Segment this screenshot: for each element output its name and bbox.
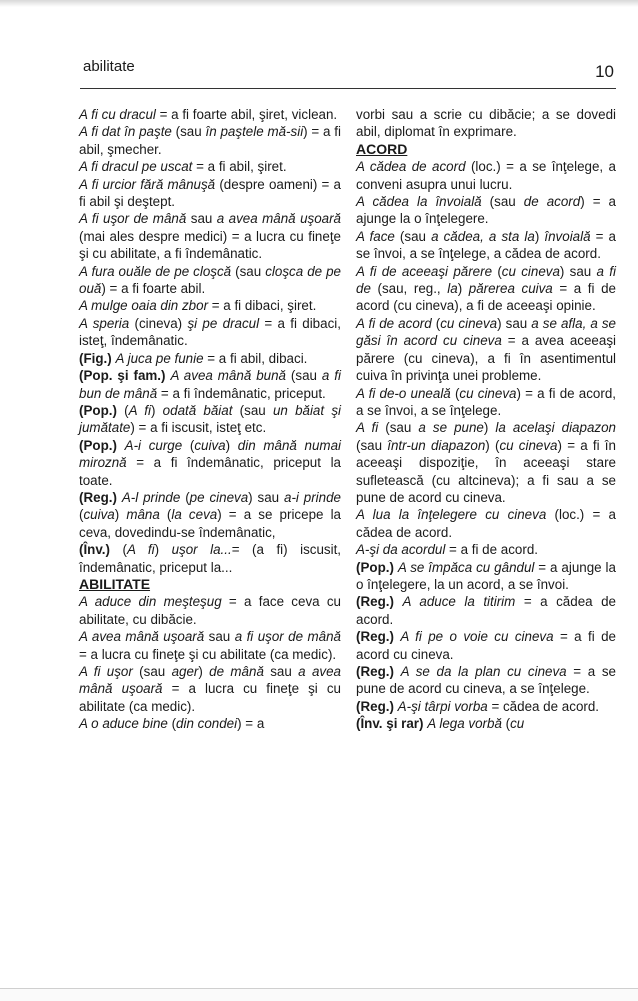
register-label: (Pop.) — [79, 437, 117, 453]
expression-text: A mulge oaia din zbor — [79, 298, 209, 314]
section-heading: ABILITATE — [79, 575, 151, 592]
expression-text: din condei — [176, 716, 238, 732]
expression-text: A aduce din meşteşug — [79, 594, 222, 610]
header-rule — [80, 88, 616, 89]
expression-text: cu cineva — [499, 437, 558, 453]
definition-text: ( — [492, 263, 502, 279]
expression-text: A se împăca cu gândul — [397, 559, 535, 575]
dictionary-entry — [356, 385, 616, 420]
definition-text: sau — [263, 664, 299, 679]
register-label: (Pop.) — [79, 402, 117, 418]
definition-text: ) = a fi de acord, a se învoi, a se înţelege. — [356, 385, 617, 418]
definition-text: (despre oameni) = a fi abil şi deştept. — [79, 176, 341, 210]
register-label: (Reg.) — [356, 698, 394, 714]
definition-text: ) sau — [559, 263, 597, 279]
dictionary-entry — [79, 628, 341, 663]
top-edge-strip — [0, 0, 638, 7]
expression-text: şi pe dracul — [187, 315, 260, 331]
expression-text: A fi de aceeaşi părere — [356, 263, 493, 279]
expression-text: A fi de-o uneală — [356, 385, 451, 401]
expression-text: din mână numai miroznă — [79, 437, 341, 471]
expression-text: cloşca de pe ouă — [79, 263, 342, 297]
expression-text: A fi urcior fără mânuşă — [79, 176, 216, 192]
expression-text: A fi de acord — [356, 315, 432, 331]
definition-text — [117, 438, 125, 453]
expression-text: A juca pe funie — [115, 350, 204, 366]
dictionary-entry — [79, 350, 341, 367]
expression-text: A fi cu dracul — [79, 107, 156, 122]
expression-text: de acord — [523, 194, 581, 210]
definition-text: = a avea aceeaşi părere (cu cineva), a fi în asentimentul cuiva în privinţa unei probleme. — [356, 333, 616, 384]
expression-text: A-şi târpi vorba — [397, 698, 488, 714]
definition-text: = a cădea de acord. — [356, 594, 616, 627]
definition-text: ) — [114, 507, 127, 523]
dictionary-entry — [356, 593, 616, 628]
definition-text: = a lucra cu fineţe şi cu abilitate (ca medic). — [79, 646, 337, 662]
left-column — [79, 106, 341, 733]
definition-text: = a fi abil, şiret. — [192, 159, 287, 175]
definition-text: (loc.) = a se înţelege, a conveni asupra unui lucru. — [356, 159, 616, 192]
expression-text: cu cineva — [440, 315, 498, 331]
definition-text: = a se pune de acord cu cineva, a se înţelege. — [356, 664, 616, 697]
definition-text: = a fi de acord (cu cineva), a fi de aceeaşi opinie. — [356, 281, 616, 314]
definition-text: ) — [198, 664, 210, 679]
definition-text — [394, 664, 401, 679]
definition-text: ) = a fi foarte abil. — [101, 281, 206, 297]
register-label: (Înv.) — [79, 542, 110, 558]
expression-text: A-şi da acordul — [356, 542, 446, 558]
definition-text: (sau — [481, 194, 524, 210]
definition-text: = a lucra cu fineţe şi cu abilitate (ca medic). — [79, 681, 341, 714]
dictionary-entry — [356, 228, 616, 263]
dictionary-entry — [356, 715, 616, 732]
definition-text: (sau — [394, 228, 432, 244]
expression-text: mâna — [126, 507, 160, 523]
expression-text: A fi — [128, 402, 151, 418]
register-label: (Reg.) — [79, 489, 117, 505]
section-heading: ACORD — [356, 140, 408, 157]
definition-text: ( — [167, 716, 177, 732]
expression-text: a se afla, a se găsi în acord cu cineva — [356, 315, 616, 349]
dictionary-entry — [79, 367, 341, 402]
definition-text: (sau — [286, 368, 322, 384]
definition-text: ) = a — [237, 716, 265, 732]
definition-text: ) = a ajunge la o înţelegere. — [356, 194, 617, 227]
register-label: (Reg.) — [356, 664, 394, 679]
dictionary-entry — [79, 437, 341, 489]
expression-text: A speria — [79, 315, 130, 331]
register-label: (Pop. şi fam.) — [79, 368, 166, 384]
dictionary-entry — [79, 315, 341, 350]
expression-text: la — [447, 281, 458, 297]
definition-text: = a se învoi, a se înţelege, a cădea de acord. — [356, 228, 616, 262]
expression-text: A aduce la titirim — [402, 594, 516, 610]
expression-text: a cădea, a sta la — [431, 228, 535, 244]
definition-text: ( — [501, 716, 511, 732]
expression-text: A fi — [126, 542, 155, 558]
dictionary-entry — [79, 210, 341, 262]
definition-text: ( — [159, 507, 172, 523]
expression-text: A-l prinde — [121, 489, 181, 505]
definition-text: (loc.) = a cădea de acord. — [356, 507, 616, 540]
dictionary-entry — [79, 489, 341, 541]
expression-text: A avea mână uşoară — [79, 629, 205, 645]
expression-text: A cădea la învoială — [356, 194, 482, 210]
expression-text: A fi dat în paşte — [79, 124, 172, 140]
definition-text: = a fi de acord cu cineva. — [356, 629, 616, 662]
definition-text: = a fi dibaci, isteţ, îndemânatic. — [79, 315, 341, 349]
dictionary-entry — [79, 593, 341, 628]
expression-text: A fi uşor de mână — [79, 211, 187, 227]
register-label: (Pop.) — [356, 559, 394, 575]
definition-text: (sau — [356, 437, 388, 453]
expression-text: A fi — [356, 420, 379, 436]
definition-text: = a ajunge la o înţelegere, la un acord, a se învoi. — [356, 559, 616, 592]
definition-text: (mai ales despre medici) = a lucra cu fineţe şi cu abilitate, a fi îndemânatic. — [79, 228, 341, 262]
definition-text: ( — [110, 542, 127, 558]
bottom-edge-strip — [0, 988, 638, 1001]
dictionary-entry — [356, 315, 616, 385]
expression-text: A-i curge — [124, 437, 183, 453]
definition-text: ( — [182, 437, 195, 453]
definition-text: vorbi sau a scrie cu dibăcie; a se dovedi abil, diplomat în exprimare. — [356, 107, 616, 140]
dictionary-entry — [356, 263, 616, 315]
expression-text: cu — [510, 716, 525, 732]
expression-text: la acelaşi diapazon — [495, 420, 616, 436]
dictionary-entry — [79, 158, 341, 175]
definition-text: ) — [150, 402, 163, 418]
definition-text: (sau, reg., — [370, 281, 448, 297]
definition-text: ) sau — [248, 489, 284, 505]
expression-text: A se da la plan cu cineva — [400, 664, 567, 679]
page-number: 10 — [595, 62, 614, 81]
dictionary-entry — [79, 263, 341, 298]
dictionary-entry — [356, 158, 616, 193]
right-column — [356, 106, 616, 733]
dictionary-entry — [356, 193, 616, 228]
dictionary-entry — [79, 402, 341, 437]
expression-text: A fi dracul pe uscat — [79, 159, 193, 175]
definition-text: sau — [186, 211, 217, 227]
expression-text: a-i prinde — [284, 489, 341, 505]
definition-text: ( — [450, 385, 460, 401]
expression-text: A fi pe o voie cu cineva — [400, 629, 554, 645]
expression-text: uşor la... — [171, 542, 232, 558]
dictionary-entry — [79, 715, 341, 732]
definition-text: (sau — [378, 420, 419, 436]
expression-text: în paştele mă-sii — [205, 124, 304, 140]
definition-text: ) = a fi abil, şmecher. — [79, 124, 341, 157]
expression-text: cu cineva — [459, 385, 517, 401]
definition-text: = a fi îndemânatic, priceput la toate. — [79, 455, 341, 488]
dictionary-entry — [356, 541, 616, 558]
expression-text: pe cineva — [189, 489, 249, 505]
register-label: (Reg.) — [356, 594, 394, 610]
definition-text: (cineva) — [129, 315, 188, 331]
dictionary-entry — [79, 541, 341, 576]
dictionary-entry — [356, 663, 616, 698]
definition-text: ) — [534, 228, 545, 244]
definition-text: ( — [180, 489, 190, 505]
expression-text: cuiva — [194, 437, 226, 453]
definition-text: ) = a fi iscusit, isteţ etc. — [130, 420, 267, 436]
expression-text: A face — [356, 228, 395, 244]
expression-text: într-un diapazon — [387, 437, 486, 453]
definition-text: (sau — [132, 664, 172, 679]
expression-text: un băiat şi jumătate — [79, 402, 341, 436]
definition-text: = a fi foarte abil, şiret, viclean. — [155, 107, 338, 122]
register-label: (Fig.) — [79, 350, 112, 366]
definition-text: (sau — [232, 402, 273, 418]
dictionary-entry — [79, 176, 341, 211]
register-label: (Înv. şi rar) — [356, 716, 424, 732]
definition-text: = a fi abil, dibaci. — [203, 350, 308, 366]
definition-text: = (a fi) iscusit, îndemânatic, priceput la... — [79, 542, 342, 575]
definition-text: ) sau — [497, 315, 532, 331]
expression-text: ager — [171, 664, 199, 679]
dictionary-entry — [356, 698, 616, 715]
dictionary-entry — [356, 106, 616, 141]
definition-text: (sau — [231, 263, 266, 279]
register-label: (Reg.) — [356, 629, 394, 645]
expression-text: a fi de — [356, 263, 616, 297]
dictionary-entry — [356, 419, 616, 506]
expression-text: de mână — [209, 664, 264, 679]
expression-text: la ceva — [171, 507, 218, 523]
dictionary-entry — [79, 663, 341, 715]
definition-text: sau — [204, 629, 235, 645]
expression-text: A fi uşor — [79, 664, 133, 679]
dictionary-entry — [356, 559, 616, 594]
definition-text: ) ( — [485, 437, 500, 453]
dictionary-entry — [79, 297, 341, 314]
expression-text: a avea mână uşoară — [79, 664, 341, 697]
definition-text: = a fi îndemânatic, priceput. — [157, 385, 326, 401]
definition-text: = a fi dibaci, şiret. — [208, 298, 317, 314]
expression-text: părerea cuiva — [468, 281, 553, 297]
page-header — [80, 56, 616, 84]
definition-text: ) — [225, 437, 238, 453]
definition-text: ) — [457, 281, 469, 297]
expression-text: învoială — [544, 228, 591, 244]
dictionary-entry — [79, 123, 341, 158]
definition-text: = a fi de acord. — [445, 542, 539, 558]
definition-text: = a face ceva cu abilitate, cu dibăcie. — [79, 594, 341, 627]
definition-text: ( — [431, 315, 441, 331]
definition-text: = cădea de acord. — [487, 698, 600, 714]
expression-text: A fura ouăle de pe cloşcă — [79, 263, 232, 279]
dictionary-entry — [356, 628, 616, 663]
expression-text: A lua la înţelegere cu cineva — [356, 507, 547, 523]
definition-text: ( — [79, 507, 84, 523]
expression-text: odată băiat — [162, 402, 233, 418]
expression-text: A avea mână bună — [170, 368, 286, 384]
expression-text: a fi bun de mână — [79, 368, 341, 401]
expression-text: a avea mână uşoară — [216, 211, 342, 227]
definition-text: (sau — [171, 124, 206, 140]
dictionary-entry — [356, 506, 616, 541]
header-guide-word: abilitate — [83, 58, 135, 75]
definition-text: ) — [154, 542, 172, 558]
definition-text: ) = a fi în aceeaşi dispoziţie, în aceeaşi stare sufletească (cu altcineva); a fi sau a se pune de acord cu cineva. — [356, 437, 616, 505]
expression-text: cu cineva — [501, 263, 560, 279]
expression-text: A lega vorbă — [427, 716, 502, 732]
definition-text: ) — [483, 420, 496, 436]
definition-text: ( — [116, 402, 129, 418]
expression-text: a se pune — [418, 420, 484, 436]
expression-text: A o aduce bine — [79, 716, 168, 732]
expression-text: A cădea de acord — [356, 159, 466, 175]
definition-text: ) = a se pricepe la ceva, dovedindu-se îndemânatic, — [79, 507, 341, 540]
dictionary-entry — [79, 106, 341, 123]
expression-text: a fi uşor de mână — [234, 629, 342, 645]
expression-text: cuiva — [83, 507, 115, 523]
